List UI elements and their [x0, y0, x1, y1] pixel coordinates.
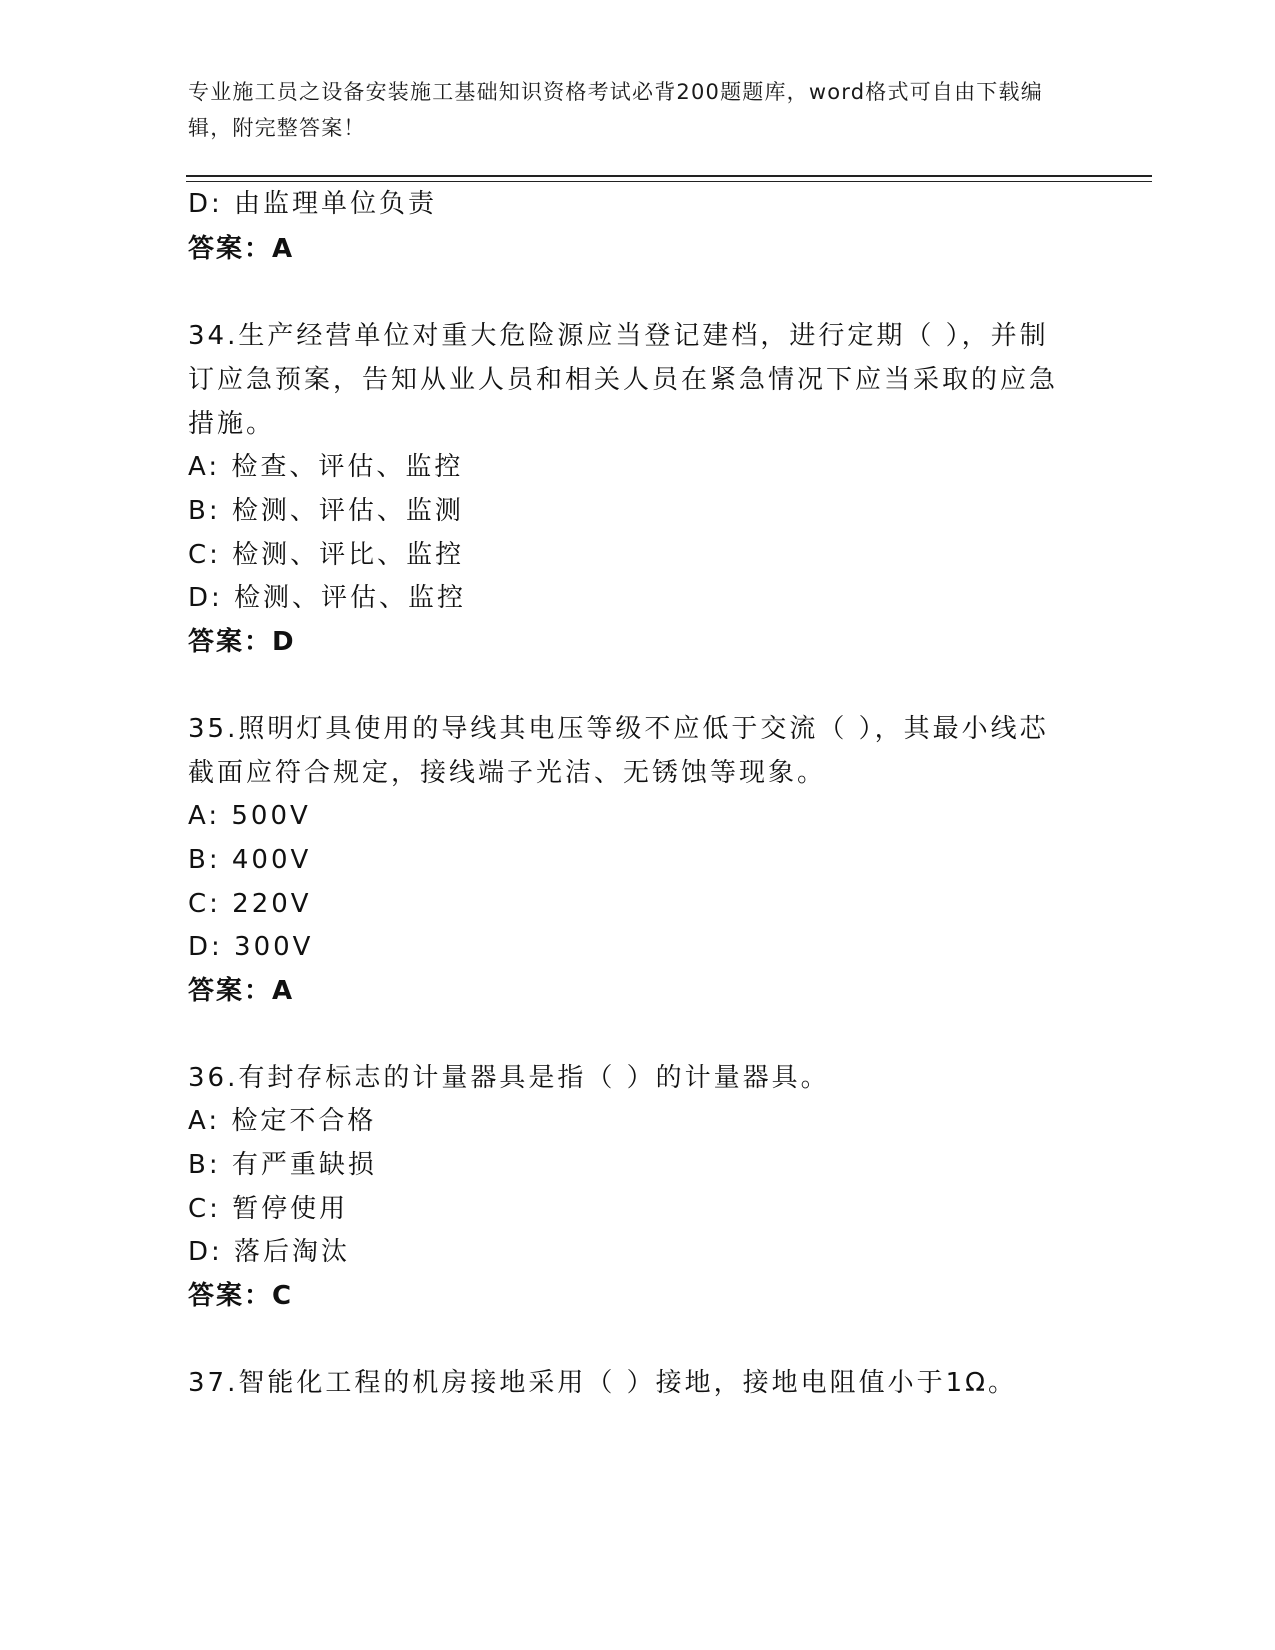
q36-option-c: C: 暂停使用: [188, 1194, 349, 1224]
q34-option-b: B: 检测、评估、监测: [188, 496, 464, 526]
q34-stem-line-2: 订应急预案，告知从业人员和相关人员在紧急情况下应当采取的应急: [188, 365, 1059, 395]
q36-option-a: A: 检定不合格: [188, 1106, 377, 1136]
q34-stem-line-3: 措施。: [188, 409, 276, 439]
q36-stem-line-1: 36.有封存标志的计量器具是指（ ）的计量器具。: [188, 1063, 830, 1093]
page-header: 专业施工员之设备安装施工基础知识资格考试必背200题题库，word格式可自由下载编辑，附完整答案！: [188, 80, 1043, 140]
q34-option-a: A: 检查、评估、监控: [188, 452, 464, 482]
q35-option-d: D: 300V: [188, 932, 314, 962]
q36-option-d: D: 落后淘汰: [188, 1237, 351, 1267]
q33-option-d: D: 由监理单位负责: [188, 189, 438, 219]
q35-stem-line-1: 35.照明灯具使用的导线其电压等级不应低于交流（ ），其最小线芯: [188, 714, 1049, 744]
header-rule-thick: [186, 175, 1152, 177]
q35-answer: 答案：A: [188, 976, 295, 1006]
q33-answer: 答案：A: [188, 234, 295, 264]
q34-answer: 答案：D: [188, 627, 296, 657]
q36-answer: 答案：C: [188, 1281, 294, 1311]
q34-option-c: C: 检测、评比、监控: [188, 540, 465, 570]
q35-option-c: C: 220V: [188, 889, 312, 919]
q34-option-d: D: 检测、评估、监控: [188, 583, 467, 613]
q35-stem-line-2: 截面应符合规定，接线端子光洁、无锈蚀等现象。: [188, 758, 827, 788]
q36-option-b: B: 有严重缺损: [188, 1150, 377, 1180]
q35-option-b: B: 400V: [188, 845, 312, 875]
q34-stem-line-1: 34.生产经营单位对重大危险源应当登记建档，进行定期（ ），并制: [188, 321, 1049, 351]
header-rule-thin: [186, 181, 1152, 182]
q35-option-a: A: 500V: [188, 801, 311, 831]
q37-stem-line-1: 37.智能化工程的机房接地采用（ ）接地，接地电阻值小于1Ω。: [188, 1368, 1018, 1398]
